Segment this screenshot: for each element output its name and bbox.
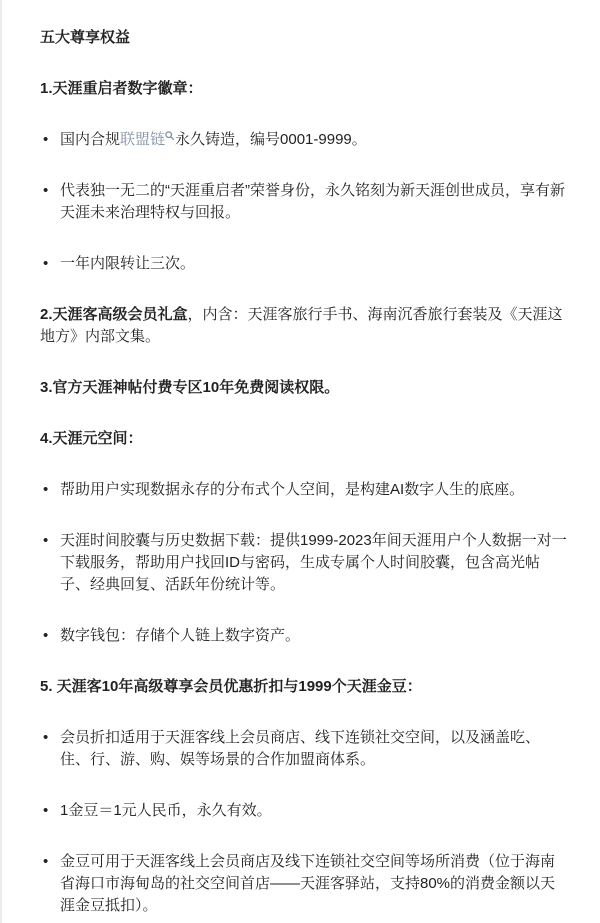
list-item-text: 会员折扣适用于天涯客线上会员商店、线下连锁社交空间，以及涵盖吃、住、行、游、购、娱等场景的合作加盟商体系。: [60, 729, 541, 768]
section-heading-2: [40, 304, 567, 348]
list-item-text: 1金豆＝1元人民币，永久有效。: [60, 802, 272, 819]
list-item-badge-transfer: [40, 253, 567, 275]
list-item-badge-identity: [40, 180, 567, 224]
list-item-metaspace-base: [40, 479, 567, 501]
list-item-text: 代表独一无二的“天涯重启者”荣誉身份，永久铭刻为新天涯创世成员，享有新天涯未来治理特权与回报。: [60, 182, 565, 221]
list-item-time-capsule: [40, 530, 567, 596]
section-heading-3: 3.官方天涯神帖付费专区10年免费阅读权限。: [40, 379, 340, 396]
section-heading-2-bold: 2.天涯客高级会员礼盒: [40, 306, 188, 323]
section-heading-5: 5. 天涯客10年高级尊享会员优惠折扣与1999个天涯金豆：: [40, 678, 422, 695]
text-after-link: 永久铸造，编号0001-9999。: [175, 131, 367, 148]
list-item-badge-mint: [40, 129, 567, 151]
list-item-goldbean-value: [40, 800, 567, 822]
section-heading-4: 4.天涯元空间：: [40, 430, 143, 447]
list-item-digital-wallet: [40, 625, 567, 647]
page-title: 五大尊享权益: [40, 29, 131, 46]
section-heading-2-rest: ，内含：天涯客旅行手书、海南沉香旅行套装及《天涯这地方》内部文集。: [40, 306, 563, 345]
keyword-link-text[interactable]: 联盟链: [120, 131, 166, 148]
list-item-member-discount: [40, 727, 567, 771]
list-item-text: 一年内限转让三次。: [60, 255, 196, 272]
search-icon[interactable]: [165, 131, 174, 140]
keyword-link[interactable]: [120, 131, 175, 148]
list-item-text: 帮助用户实现数据永存的分布式个人空间，是构建AI数字人生的底座。: [60, 481, 525, 498]
list-item-text: 金豆可用于天涯客线上会员商店及线下连锁社交空间等场所消费（位于海南省海口市海甸岛的社交空间首店——天涯客驿站，支持80%的消费金额以天涯金豆抵扣）。: [60, 853, 556, 914]
list-item-text: 天涯时间胶囊与历史数据下载：提供1999-2023年间天涯用户个人数据一对一下载服务，帮助用户找回ID与密码，生成专属个人时间胶囊，包含高光帖子、经典回复、活跃年份统计等。: [60, 532, 567, 593]
text-before-link: 国内合规: [60, 131, 121, 148]
section-heading-1: 1.天涯重启者数字徽章：: [40, 80, 203, 97]
list-item-goldbean-usage: [40, 851, 567, 917]
list-item-text: 数字钱包：存储个人链上数字资产。: [60, 627, 301, 644]
